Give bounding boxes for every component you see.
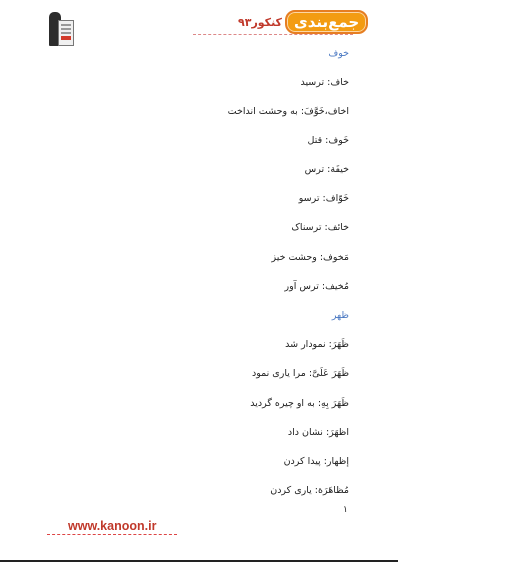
list-item: مُظاهَرَة: یاری کردن [270,485,349,496]
list-item: إظهار: پیدا کردن [283,456,349,467]
list-item: اظهَرَ: نشان داد [287,427,349,438]
list-item: خَوّاف: ترسو [298,193,349,204]
list-item: خاف: ترسید [300,77,349,88]
page-number: ۱ [343,505,348,515]
list-item: ظَهَرَ: نمودار شد [285,339,349,350]
list-item: اخاف،خَوَّفَ: به وحشت انداخت [227,106,349,117]
page-bottom-rule [0,560,398,562]
list-item: خَوف: قتل [307,135,349,146]
brand-badge: جمع‌بندی [285,10,368,34]
footer-divider [47,534,177,535]
list-item: مَخوف: وحشت خیز [271,252,349,263]
list-item: خیفَة: ترس [304,164,349,175]
list-item: ظَهَرَ عَلَیَّ: مرا یاری نمود [252,368,349,379]
website-link[interactable]: www.kanoon.ir [68,519,157,533]
list-item: خائف: ترسناک [291,222,349,233]
list-item: ظَهَرَ بِهِ: به او چیره گردید [250,398,349,409]
exam-label: کنکور۹۳ [238,15,282,29]
list-item: مُخیف: ترس آور [284,281,349,292]
section-heading: خوف [328,48,349,59]
section-heading: ظهر [331,310,349,321]
